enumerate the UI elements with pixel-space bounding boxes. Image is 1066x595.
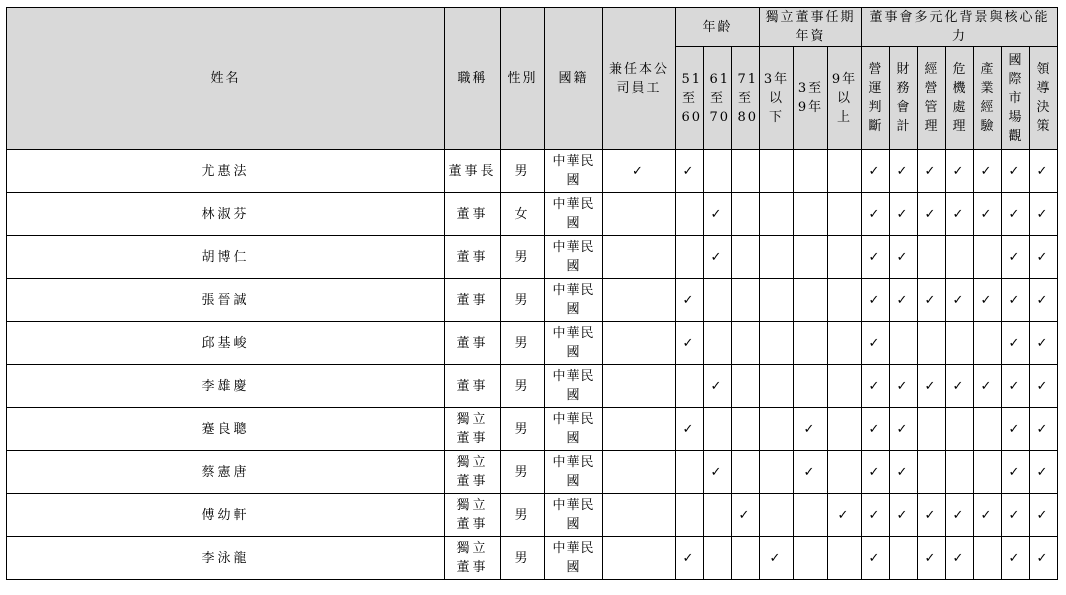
director-title: 獨立董事 — [445, 537, 501, 580]
check-mark-icon: ✓ — [1008, 507, 1023, 523]
skill-cell-1 — [890, 193, 918, 236]
age-cell-0 — [676, 537, 704, 580]
check-mark-icon: ✓ — [1036, 507, 1051, 523]
table-body — [7, 150, 1058, 580]
skill-cell-1 — [890, 322, 918, 365]
director-name: 邱基峻 — [7, 322, 445, 365]
director-nationality: 中華民國 — [545, 279, 603, 322]
skill-cell-6 — [1030, 279, 1058, 322]
check-mark-icon: ✓ — [952, 206, 967, 222]
skill-cell-0 — [862, 322, 890, 365]
age-cell-0 — [676, 236, 704, 279]
header-tenure-group-0: 3年以下 — [760, 47, 794, 150]
check-mark-icon: ✓ — [803, 421, 818, 437]
skill-cell-3 — [946, 193, 974, 236]
skill-cell-4 — [974, 236, 1002, 279]
check-mark-icon: ✓ — [896, 507, 911, 523]
employee-cell — [603, 408, 676, 451]
check-mark-icon: ✓ — [868, 507, 883, 523]
tenure-cell-1 — [794, 236, 828, 279]
table-row — [7, 193, 1058, 236]
check-mark-icon: ✓ — [710, 206, 725, 222]
age-cell-0 — [676, 365, 704, 408]
employee-cell — [603, 494, 676, 537]
check-mark-icon: ✓ — [710, 464, 725, 480]
employee-cell — [603, 537, 676, 580]
skill-cell-0 — [862, 537, 890, 580]
director-gender: 男 — [501, 408, 545, 451]
check-mark-icon: ✓ — [896, 464, 911, 480]
check-mark-icon: ✓ — [1036, 206, 1051, 222]
skill-cell-1 — [890, 150, 918, 193]
director-name: 傅幼軒 — [7, 494, 445, 537]
director-title: 董事 — [445, 365, 501, 408]
skill-cell-3 — [946, 365, 974, 408]
director-gender: 男 — [501, 322, 545, 365]
tenure-cell-1 — [794, 193, 828, 236]
check-mark-icon: ✓ — [896, 378, 911, 394]
skill-cell-4 — [974, 322, 1002, 365]
check-mark-icon: ✓ — [1008, 421, 1023, 437]
director-title: 董事長 — [445, 150, 501, 193]
header-diversity: 董事會多元化背景與核心能力 — [862, 8, 1058, 47]
header-title: 職稱 — [445, 8, 501, 150]
skill-cell-0 — [862, 408, 890, 451]
director-gender: 女 — [501, 193, 545, 236]
check-mark-icon: ✓ — [952, 163, 967, 179]
check-mark-icon: ✓ — [868, 206, 883, 222]
header-tenure: 獨立董事任期年資 — [760, 8, 862, 47]
age-cell-1 — [704, 150, 732, 193]
director-title: 董事 — [445, 322, 501, 365]
tenure-cell-0 — [760, 150, 794, 193]
skill-cell-3 — [946, 322, 974, 365]
header-skill-1: 財務會計 — [890, 47, 918, 150]
header-skill-4: 產業經驗 — [974, 47, 1002, 150]
header-skill-0: 營運判斷 — [862, 47, 890, 150]
tenure-cell-1 — [794, 451, 828, 494]
table-row — [7, 537, 1058, 580]
tenure-cell-0 — [760, 494, 794, 537]
header-skill-5: 國際市場觀 — [1002, 47, 1030, 150]
check-mark-icon: ✓ — [896, 249, 911, 265]
age-cell-2 — [732, 408, 760, 451]
skill-cell-2 — [918, 150, 946, 193]
age-cell-1 — [704, 322, 732, 365]
table-row — [7, 150, 1058, 193]
check-mark-icon: ✓ — [952, 550, 967, 566]
skill-cell-2 — [918, 451, 946, 494]
check-mark-icon: ✓ — [952, 292, 967, 308]
employee-cell — [603, 236, 676, 279]
check-mark-icon: ✓ — [980, 378, 995, 394]
skill-cell-5 — [1002, 279, 1030, 322]
tenure-cell-1 — [794, 537, 828, 580]
skill-cell-1 — [890, 537, 918, 580]
skill-cell-5 — [1002, 408, 1030, 451]
skill-cell-6 — [1030, 322, 1058, 365]
check-mark-icon: ✓ — [1036, 292, 1051, 308]
director-name: 胡博仁 — [7, 236, 445, 279]
tenure-cell-2 — [828, 150, 862, 193]
header-age: 年齡 — [676, 8, 760, 47]
check-mark-icon: ✓ — [1036, 335, 1051, 351]
table-row — [7, 451, 1058, 494]
skill-cell-6 — [1030, 408, 1058, 451]
director-name: 李雄慶 — [7, 365, 445, 408]
board-diversity-table — [6, 7, 1058, 580]
skill-cell-1 — [890, 494, 918, 537]
check-mark-icon: ✓ — [1008, 335, 1023, 351]
header-age-group-1: 61至70 — [704, 47, 732, 150]
age-cell-1 — [704, 365, 732, 408]
skill-cell-6 — [1030, 494, 1058, 537]
skill-cell-6 — [1030, 193, 1058, 236]
check-mark-icon: ✓ — [980, 206, 995, 222]
skill-cell-3 — [946, 408, 974, 451]
tenure-cell-2 — [828, 193, 862, 236]
employee-cell — [603, 193, 676, 236]
skill-cell-1 — [890, 408, 918, 451]
tenure-cell-1 — [794, 365, 828, 408]
skill-cell-0 — [862, 494, 890, 537]
skill-cell-5 — [1002, 322, 1030, 365]
check-mark-icon: ✓ — [1008, 464, 1023, 480]
age-cell-2 — [732, 365, 760, 408]
check-mark-icon: ✓ — [803, 464, 818, 480]
skill-cell-6 — [1030, 537, 1058, 580]
table-row — [7, 408, 1058, 451]
skill-cell-2 — [918, 193, 946, 236]
director-title: 獨立董事 — [445, 408, 501, 451]
age-cell-2 — [732, 322, 760, 365]
header-skill-2: 經營管理 — [918, 47, 946, 150]
tenure-cell-0 — [760, 408, 794, 451]
tenure-cell-2 — [828, 322, 862, 365]
age-cell-1 — [704, 451, 732, 494]
skill-cell-5 — [1002, 451, 1030, 494]
director-name: 林淑芬 — [7, 193, 445, 236]
skill-cell-0 — [862, 193, 890, 236]
age-cell-1 — [704, 494, 732, 537]
header-age-group-0: 51至60 — [676, 47, 704, 150]
skill-cell-4 — [974, 537, 1002, 580]
skill-cell-6 — [1030, 236, 1058, 279]
skill-cell-6 — [1030, 150, 1058, 193]
director-title: 獨立董事 — [445, 494, 501, 537]
skill-cell-0 — [862, 279, 890, 322]
tenure-cell-0 — [760, 193, 794, 236]
check-mark-icon: ✓ — [682, 163, 697, 179]
skill-cell-1 — [890, 279, 918, 322]
tenure-cell-1 — [794, 494, 828, 537]
director-nationality: 中華民國 — [545, 408, 603, 451]
director-nationality: 中華民國 — [545, 193, 603, 236]
check-mark-icon: ✓ — [769, 550, 784, 566]
check-mark-icon: ✓ — [682, 421, 697, 437]
check-mark-icon: ✓ — [682, 335, 697, 351]
header-employee: 兼任本公司員工 — [603, 8, 676, 150]
director-gender: 男 — [501, 451, 545, 494]
table-header — [7, 8, 1058, 150]
director-nationality: 中華民國 — [545, 451, 603, 494]
tenure-cell-2 — [828, 236, 862, 279]
skill-cell-4 — [974, 193, 1002, 236]
skill-cell-5 — [1002, 494, 1030, 537]
skill-cell-2 — [918, 236, 946, 279]
header-age-group-2: 71至80 — [732, 47, 760, 150]
director-nationality: 中華民國 — [545, 322, 603, 365]
check-mark-icon: ✓ — [632, 163, 646, 179]
check-mark-icon: ✓ — [924, 507, 939, 523]
director-gender: 男 — [501, 279, 545, 322]
header-nationality: 國籍 — [545, 8, 603, 150]
skill-cell-0 — [862, 150, 890, 193]
director-gender: 男 — [501, 236, 545, 279]
director-nationality: 中華民國 — [545, 236, 603, 279]
check-mark-icon: ✓ — [924, 163, 939, 179]
skill-cell-3 — [946, 451, 974, 494]
check-mark-icon: ✓ — [710, 249, 725, 265]
skill-cell-0 — [862, 451, 890, 494]
check-mark-icon: ✓ — [924, 378, 939, 394]
tenure-cell-2 — [828, 451, 862, 494]
skill-cell-5 — [1002, 193, 1030, 236]
tenure-cell-2 — [828, 408, 862, 451]
table-row — [7, 322, 1058, 365]
director-title: 董事 — [445, 236, 501, 279]
age-cell-2 — [732, 150, 760, 193]
age-cell-2 — [732, 236, 760, 279]
header-skill-6: 領導決策 — [1030, 47, 1058, 150]
tenure-cell-0 — [760, 322, 794, 365]
director-name: 蹇良聰 — [7, 408, 445, 451]
director-gender: 男 — [501, 365, 545, 408]
check-mark-icon: ✓ — [1008, 292, 1023, 308]
skill-cell-5 — [1002, 236, 1030, 279]
skill-cell-0 — [862, 236, 890, 279]
director-nationality: 中華民國 — [545, 365, 603, 408]
skill-cell-5 — [1002, 537, 1030, 580]
skill-cell-0 — [862, 365, 890, 408]
skill-cell-4 — [974, 365, 1002, 408]
director-name: 尤惠法 — [7, 150, 445, 193]
tenure-cell-2 — [828, 365, 862, 408]
tenure-cell-1 — [794, 408, 828, 451]
skill-cell-4 — [974, 451, 1002, 494]
director-title: 董事 — [445, 193, 501, 236]
check-mark-icon: ✓ — [868, 550, 883, 566]
skill-cell-2 — [918, 365, 946, 408]
age-cell-2 — [732, 193, 760, 236]
age-cell-0 — [676, 408, 704, 451]
tenure-cell-2 — [828, 279, 862, 322]
check-mark-icon: ✓ — [896, 421, 911, 437]
tenure-cell-1 — [794, 322, 828, 365]
skill-cell-2 — [918, 279, 946, 322]
age-cell-2 — [732, 279, 760, 322]
check-mark-icon: ✓ — [1036, 464, 1051, 480]
table-row — [7, 236, 1058, 279]
employee-cell — [603, 279, 676, 322]
check-mark-icon: ✓ — [1008, 206, 1023, 222]
check-mark-icon: ✓ — [837, 507, 852, 523]
skill-cell-4 — [974, 150, 1002, 193]
check-mark-icon: ✓ — [924, 206, 939, 222]
check-mark-icon: ✓ — [1008, 378, 1023, 394]
director-title: 獨立董事 — [445, 451, 501, 494]
age-cell-1 — [704, 279, 732, 322]
check-mark-icon: ✓ — [952, 507, 967, 523]
check-mark-icon: ✓ — [868, 249, 883, 265]
tenure-cell-1 — [794, 150, 828, 193]
age-cell-1 — [704, 408, 732, 451]
check-mark-icon: ✓ — [868, 421, 883, 437]
age-cell-2 — [732, 451, 760, 494]
check-mark-icon: ✓ — [868, 335, 883, 351]
table-row — [7, 494, 1058, 537]
tenure-cell-0 — [760, 537, 794, 580]
director-nationality: 中華民國 — [545, 537, 603, 580]
skill-cell-3 — [946, 279, 974, 322]
check-mark-icon: ✓ — [1036, 550, 1051, 566]
skill-cell-4 — [974, 408, 1002, 451]
check-mark-icon: ✓ — [980, 163, 995, 179]
check-mark-icon: ✓ — [682, 292, 697, 308]
employee-cell — [603, 365, 676, 408]
director-gender: 男 — [501, 150, 545, 193]
skill-cell-5 — [1002, 150, 1030, 193]
check-mark-icon: ✓ — [924, 550, 939, 566]
check-mark-icon: ✓ — [710, 378, 725, 394]
check-mark-icon: ✓ — [1008, 249, 1023, 265]
skill-cell-2 — [918, 537, 946, 580]
tenure-cell-0 — [760, 236, 794, 279]
check-mark-icon: ✓ — [1036, 249, 1051, 265]
check-mark-icon: ✓ — [924, 292, 939, 308]
director-name: 李泳龍 — [7, 537, 445, 580]
director-nationality: 中華民國 — [545, 494, 603, 537]
header-skill-3: 危機處理 — [946, 47, 974, 150]
age-cell-2 — [732, 494, 760, 537]
skill-cell-2 — [918, 322, 946, 365]
skill-cell-3 — [946, 537, 974, 580]
director-title: 董事 — [445, 279, 501, 322]
tenure-cell-2 — [828, 537, 862, 580]
tenure-cell-2 — [828, 494, 862, 537]
check-mark-icon: ✓ — [896, 292, 911, 308]
age-cell-1 — [704, 537, 732, 580]
age-cell-1 — [704, 236, 732, 279]
skill-cell-1 — [890, 365, 918, 408]
director-nationality: 中華民國 — [545, 150, 603, 193]
director-gender: 男 — [501, 494, 545, 537]
age-cell-0 — [676, 322, 704, 365]
header-gender: 性別 — [501, 8, 545, 150]
director-name: 張晉誠 — [7, 279, 445, 322]
age-cell-0 — [676, 494, 704, 537]
check-mark-icon: ✓ — [868, 163, 883, 179]
age-cell-1 — [704, 193, 732, 236]
age-cell-0 — [676, 279, 704, 322]
skill-cell-3 — [946, 150, 974, 193]
check-mark-icon: ✓ — [1036, 163, 1051, 179]
check-mark-icon: ✓ — [980, 507, 995, 523]
check-mark-icon: ✓ — [1036, 421, 1051, 437]
skill-cell-2 — [918, 408, 946, 451]
skill-cell-1 — [890, 451, 918, 494]
check-mark-icon: ✓ — [868, 378, 883, 394]
skill-cell-1 — [890, 236, 918, 279]
check-mark-icon: ✓ — [868, 464, 883, 480]
check-mark-icon: ✓ — [1036, 378, 1051, 394]
skill-cell-3 — [946, 494, 974, 537]
age-cell-0 — [676, 451, 704, 494]
check-mark-icon: ✓ — [896, 206, 911, 222]
tenure-cell-1 — [794, 279, 828, 322]
skill-cell-5 — [1002, 365, 1030, 408]
age-cell-0 — [676, 150, 704, 193]
skill-cell-6 — [1030, 451, 1058, 494]
table-row — [7, 365, 1058, 408]
check-mark-icon: ✓ — [952, 378, 967, 394]
director-gender: 男 — [501, 537, 545, 580]
skill-cell-4 — [974, 494, 1002, 537]
header-tenure-group-1: 3至9年 — [794, 47, 828, 150]
tenure-cell-0 — [760, 365, 794, 408]
tenure-cell-0 — [760, 279, 794, 322]
employee-cell — [603, 322, 676, 365]
check-mark-icon: ✓ — [1008, 550, 1023, 566]
employee-cell — [603, 451, 676, 494]
skill-cell-3 — [946, 236, 974, 279]
skill-cell-4 — [974, 279, 1002, 322]
age-cell-2 — [732, 537, 760, 580]
check-mark-icon: ✓ — [868, 292, 883, 308]
header-name: 姓名 — [7, 8, 445, 150]
check-mark-icon: ✓ — [980, 292, 995, 308]
director-name: 蔡憲唐 — [7, 451, 445, 494]
table-row — [7, 279, 1058, 322]
skill-cell-6 — [1030, 365, 1058, 408]
check-mark-icon: ✓ — [682, 550, 697, 566]
tenure-cell-0 — [760, 451, 794, 494]
skill-cell-2 — [918, 494, 946, 537]
age-cell-0 — [676, 193, 704, 236]
employee-cell — [603, 150, 676, 193]
check-mark-icon: ✓ — [738, 507, 753, 523]
check-mark-icon: ✓ — [1008, 163, 1023, 179]
header-tenure-group-2: 9年以上 — [828, 47, 862, 150]
check-mark-icon: ✓ — [896, 163, 911, 179]
